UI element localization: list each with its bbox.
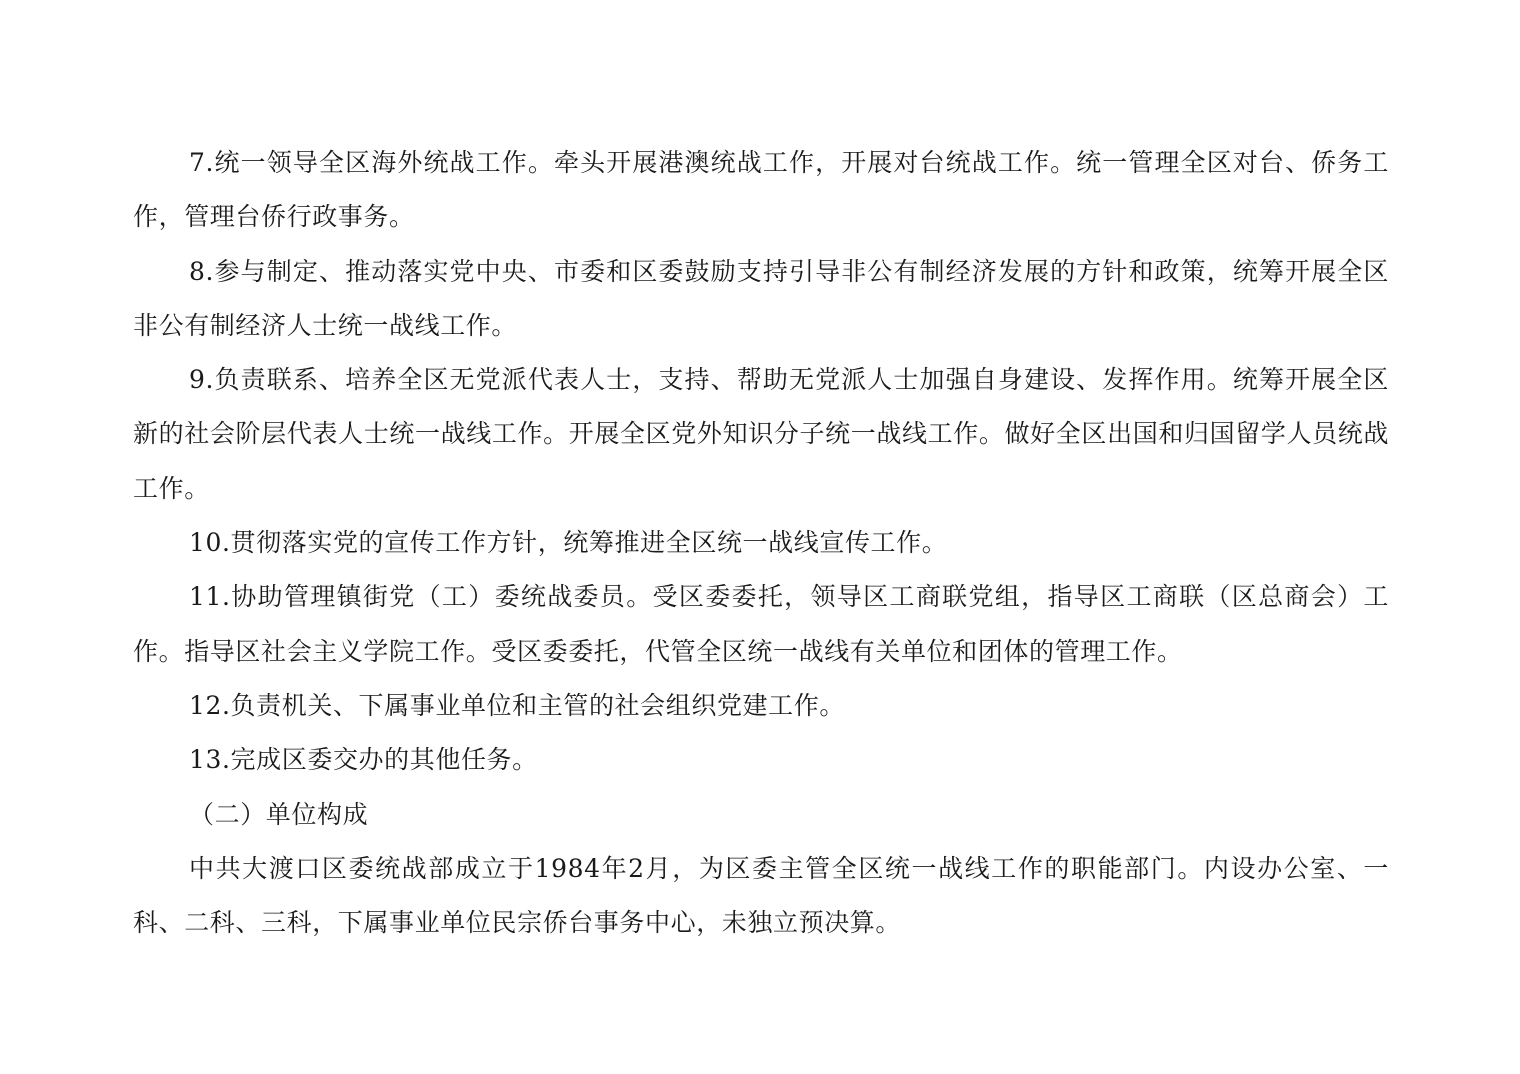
duty-item-9: 9.负责联系、培养全区无党派代表人士，支持、帮助无党派人士加强自身建设、发挥作用。统筹开展全区新的社会阶层代表人士统一战线工作。开展全区党外知识分子统一战线工作。做好全区出国和归国留学人员统战工作。	[133, 365, 1389, 503]
section-heading: （二）单位构成	[189, 799, 369, 829]
duty-item-10: 10.贯彻落实党的宣传工作方针，统筹推进全区统一战线宣传工作。	[189, 528, 948, 558]
duty-item-11: 11.协助管理镇街党（工）委统战委员。受区委委托，领导区工商联党组，指导区工商联（区总商会）工作。指导区社会主义学院工作。受区委委托，代管全区统一战线有关单位和团体的管理工作。	[133, 582, 1389, 666]
document-body	[133, 136, 1389, 950]
duty-item-8: 8.参与制定、推动落实党中央、市委和区委鼓励支持引导非公有制经济发展的方针和政策，统筹开展全区非公有制经济人士统一战线工作。	[133, 256, 1389, 340]
duty-item-13: 13.完成区委交办的其他任务。	[189, 745, 538, 775]
duty-item-12: 12.负责机关、下属事业单位和主管的社会组织党建工作。	[189, 690, 845, 720]
unit-composition-paragraph: 中共大渡口区委统战部成立于1984年2月，为区委主管全区统一战线工作的职能部门。内设办公室、一科、二科、三科，下属事业单位民宗侨台事务中心，未独立预决算。	[133, 853, 1389, 938]
duty-item-7: 7.统一领导全区海外统战工作。牵头开展港澳统战工作，开展对台统战工作。统一管理全区对台、侨务工作，管理台侨行政事务。	[133, 148, 1389, 232]
